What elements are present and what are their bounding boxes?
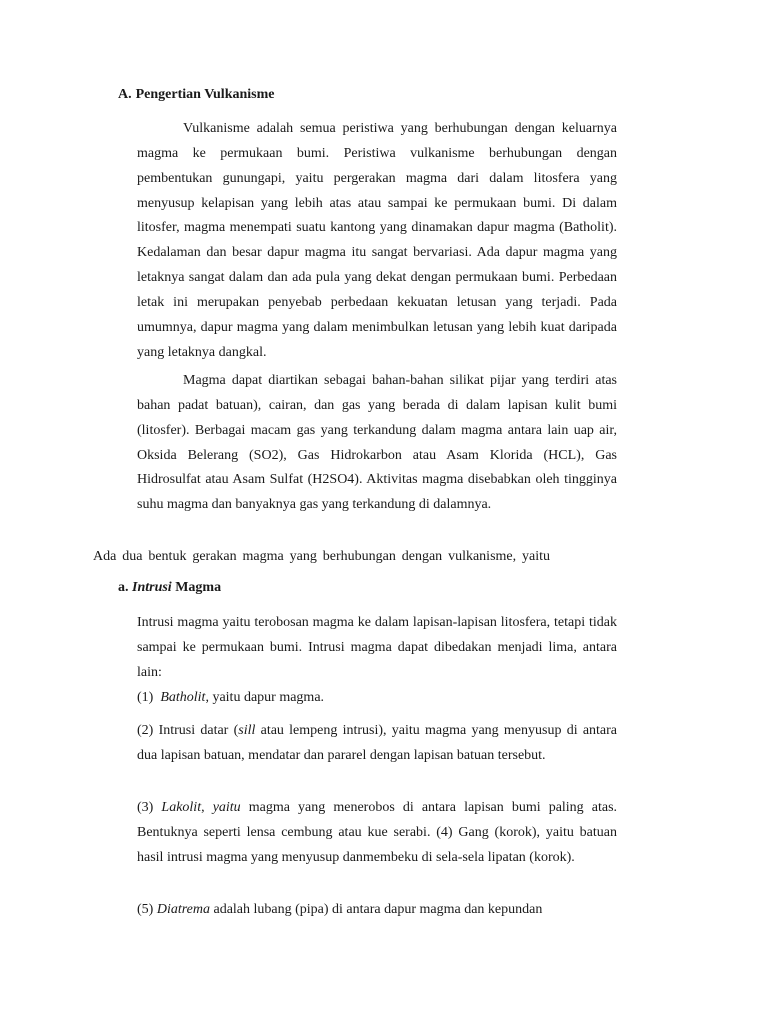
paragraph-vulkanisme-definition: Vulkanisme adalah semua peristiwa yang berhubungan dengan keluarnya magma ke permukaan bumi. Peristiwa vulkanisme berhubungan dengan pembentukan gunungapi, yaitu pergerakan magma dari dalam litosfera yang menyusup kelapisan yang lebih atas atau sampai ke permukaan bumi. Di dalam litosfer, magma menempati suatu kantong yang dinamakan dapur magma (Batholit). Kedalaman dan besar dapur magma itu sangat bervariasi. Ada dapur magma yang letaknya sangat dalam dan ada pula yang dekat dengan permukaan bumi. Perbedaan letak ini merupakan penyebab perbedaan kekuatan letusan yang terjadi. Pada umumnya, dapur magma yang dalam menimbulkan letusan yang lebih kuat daripada yang letaknya dangkal. (137, 121, 617, 360)
item-mid: , (201, 800, 213, 815)
item-text: atau lempeng intrusi), yaitu magma yang menyusup di antara dua lapisan batuan, mendatar dan pararel dengan lapisan batuan tersebut. (137, 723, 618, 763)
list-item-lakolit (137, 796, 617, 871)
item-term: Lakolit (161, 800, 202, 815)
list-item-batholit (137, 686, 617, 711)
list-item-diatrema (137, 898, 617, 923)
subsection-label: a. (118, 580, 129, 595)
section-heading (118, 87, 274, 103)
item-pre: Intrusi datar ( (158, 723, 239, 738)
item-text: , yaitu dapur magma. (205, 690, 325, 705)
paragraph-magma-definition: Magma dapat diartikan sebagai bahan-bahan silikat pijar yang terdiri atas bahan padat batuan), cairan, dan gas yang berada di dalam lapisan kulit bumi (litosfer). Berbagai macam gas yang terkandung dalam magma antara lain uap air, Oksida Belerang (SO2), Gas Hidrokarbon atau Asam Klorida (HCL), Gas Hidrosulfat atau Asam Sulfat (H2SO4). Aktivitas magma disebabkan oleh tingginya suhu magma dan banyaknya gas yang terkandung di dalamnya. (137, 373, 617, 513)
item-number: (1) (137, 690, 154, 705)
item-text: magma yang menerobos di antara lapisan bumi paling atas. Bentuknya seperti lensa cembung atau kue serabi. (4) Gang (korok), yaitu batuan hasil intrusi magma yang menyusup danmembeku di sela-sela lipatan (korok). (137, 800, 618, 865)
intro-line: Ada dua bentuk gerakan magma yang berhubungan dengan vulkanisme, yaitu (93, 549, 551, 564)
section-label: A. (118, 87, 132, 102)
paragraph-intrusi: Intrusi magma yaitu terobosan magma ke dalam lapisan-lapisan litosfera, tetapi tidak sampai ke permukaan bumi. Intrusi magma dapat dibedakan menjadi lima, antara lain: (137, 615, 617, 680)
subsection-title-italic: Intrusi (132, 580, 172, 595)
item-term: Batholit (160, 690, 206, 705)
item-term: sill (238, 723, 256, 738)
item-number: (2) (137, 723, 154, 738)
subsection-heading (118, 580, 221, 596)
section-title: Pengertian Vulkanisme (135, 87, 275, 102)
item-term: Diatrema (156, 902, 210, 917)
subsection-title-rest: Magma (175, 580, 222, 595)
list-item-sill (137, 719, 617, 769)
item-number: (5) (137, 902, 154, 917)
item-text: adalah lubang (pipa) di antara dapur magma dan kepundan (209, 902, 543, 917)
item-number: (3) (137, 800, 154, 815)
item-term-2: yaitu (212, 800, 241, 815)
